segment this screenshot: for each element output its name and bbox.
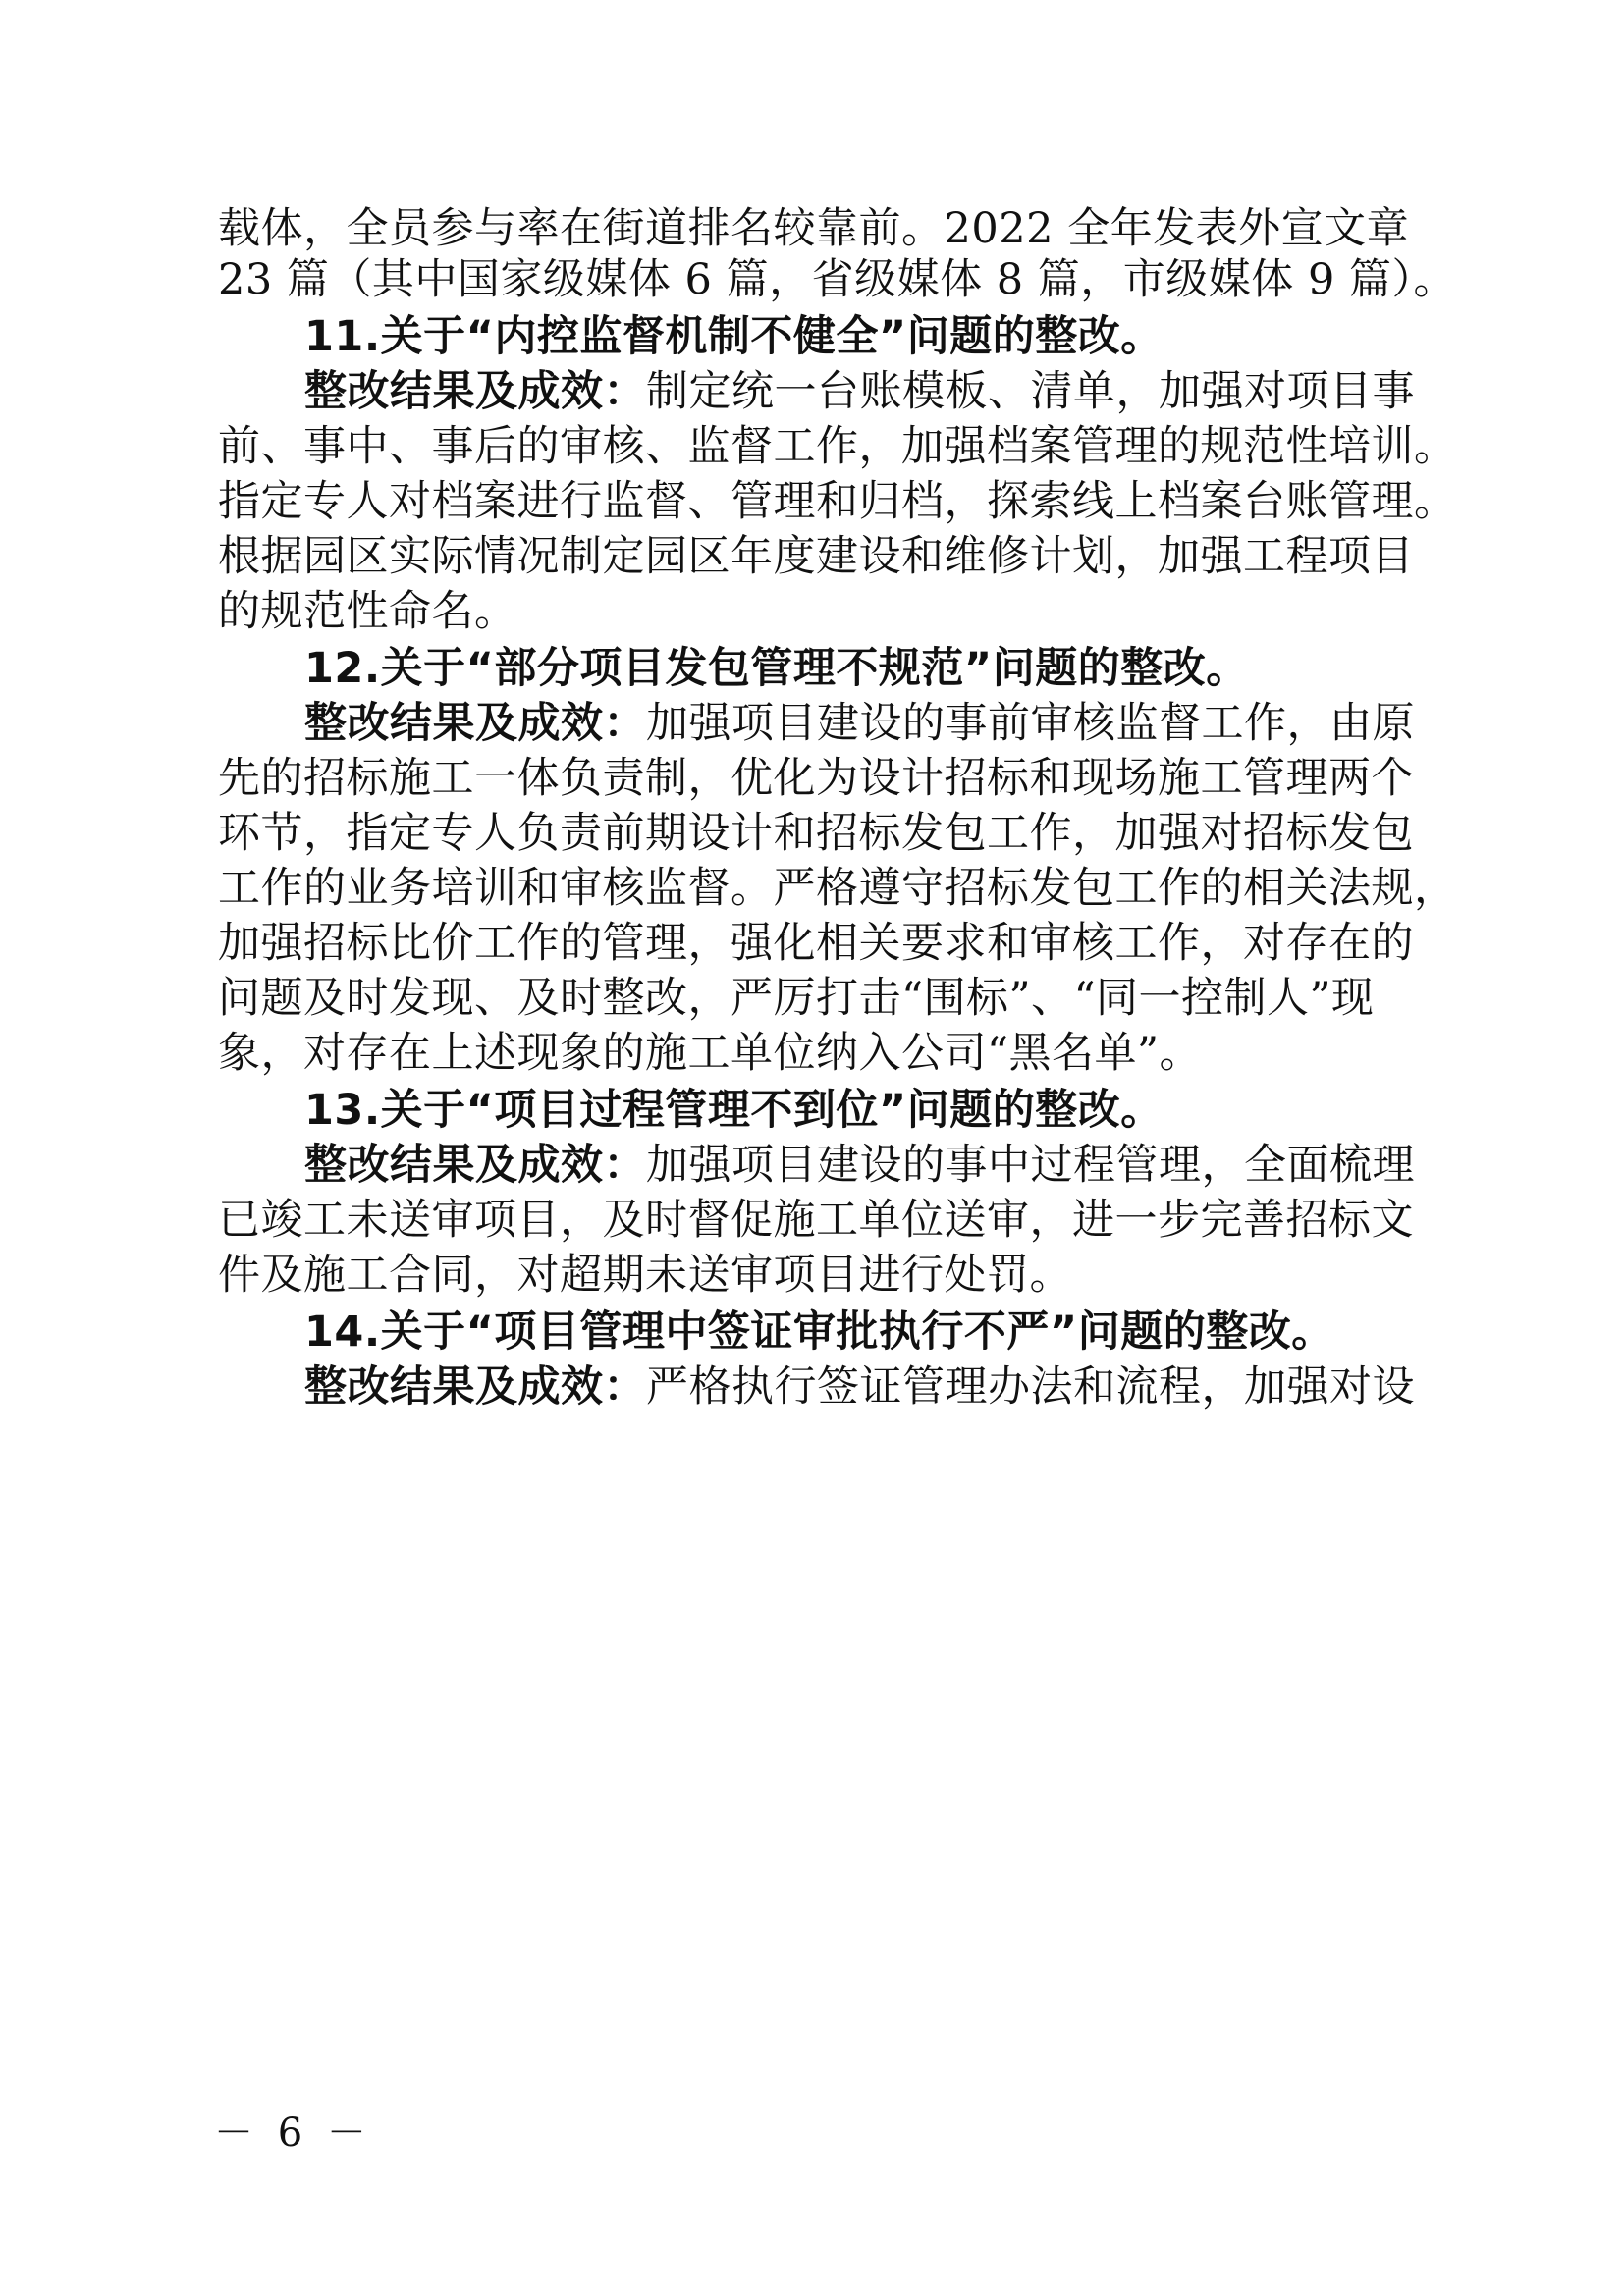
result-label: 整改结果及成效： xyxy=(304,699,646,748)
body-line: 指定专人对档案进行监督、管理和归档，探索线上档案台账管理。 xyxy=(218,477,1457,526)
section-heading-14: 14.关于“项目管理中签证审批执行不严”问题的整改。 xyxy=(304,1308,1334,1357)
body-line: 已竣工未送审项目，及时督促施工单位送审，进一步完善招标文 xyxy=(218,1196,1414,1245)
body-text: 加强项目建设的事前审核监督工作，由原 xyxy=(646,699,1415,748)
paragraph-first-line xyxy=(304,1358,1435,1416)
section-heading-11: 11.关于“内控监督机制不健全”问题的整改。 xyxy=(304,312,1164,361)
body-line: 件及施工合同，对超期未送审项目进行处罚。 xyxy=(218,1251,1072,1300)
body-line: 载体，全员参与率在街道排名较靠前。2022 全年发表外宣文章 xyxy=(218,204,1410,253)
result-label: 整改结果及成效： xyxy=(304,1362,646,1412)
section-heading-13: 13.关于“项目过程管理不到位”问题的整改。 xyxy=(304,1086,1164,1135)
page-number: － 6 － xyxy=(214,2110,372,2156)
paragraph-first-line xyxy=(304,694,1435,753)
body-line: 环节，指定专人负责前期设计和招标发包工作，加强对招标发包 xyxy=(218,809,1414,858)
section-heading-12: 12.关于“部分项目发包管理不规范”问题的整改。 xyxy=(304,644,1249,693)
body-line: 工作的业务培训和审核监督。严格遵守招标发包工作的相关法规， xyxy=(218,864,1457,913)
body-line: 根据园区实际情况制定园区年度建设和维修计划，加强工程项目 xyxy=(218,532,1414,581)
body-line: 加强招标比价工作的管理，强化相关要求和审核工作，对存在的 xyxy=(218,919,1414,968)
body-text: 严格执行签证管理办法和流程，加强对设 xyxy=(646,1362,1415,1412)
body-text: 加强项目建设的事中过程管理，全面梳理 xyxy=(646,1141,1415,1190)
body-line: 象，对存在上述现象的施工单位纳入公司“黑名单”。 xyxy=(218,1029,1202,1078)
body-line: 23 篇（其中国家级媒体 6 篇，省级媒体 8 篇，市级媒体 9 篇）。 xyxy=(218,255,1456,304)
paragraph-first-line xyxy=(304,1136,1435,1195)
body-line: 先的招标施工一体负责制，优化为设计招标和现场施工管理两个 xyxy=(218,754,1414,803)
result-label: 整改结果及成效： xyxy=(304,367,646,416)
body-line: 问题及时发现、及时整改，严厉打击“围标”、“同一控制人”现 xyxy=(218,974,1375,1023)
paragraph-first-line xyxy=(304,362,1435,421)
body-line: 前、事中、事后的审核、监督工作，加强档案管理的规范性培训。 xyxy=(218,422,1457,471)
body-line: 的规范性命名。 xyxy=(218,587,517,636)
result-label: 整改结果及成效： xyxy=(304,1141,646,1190)
body-text: 制定统一台账模板、清单，加强对项目事 xyxy=(646,367,1415,416)
